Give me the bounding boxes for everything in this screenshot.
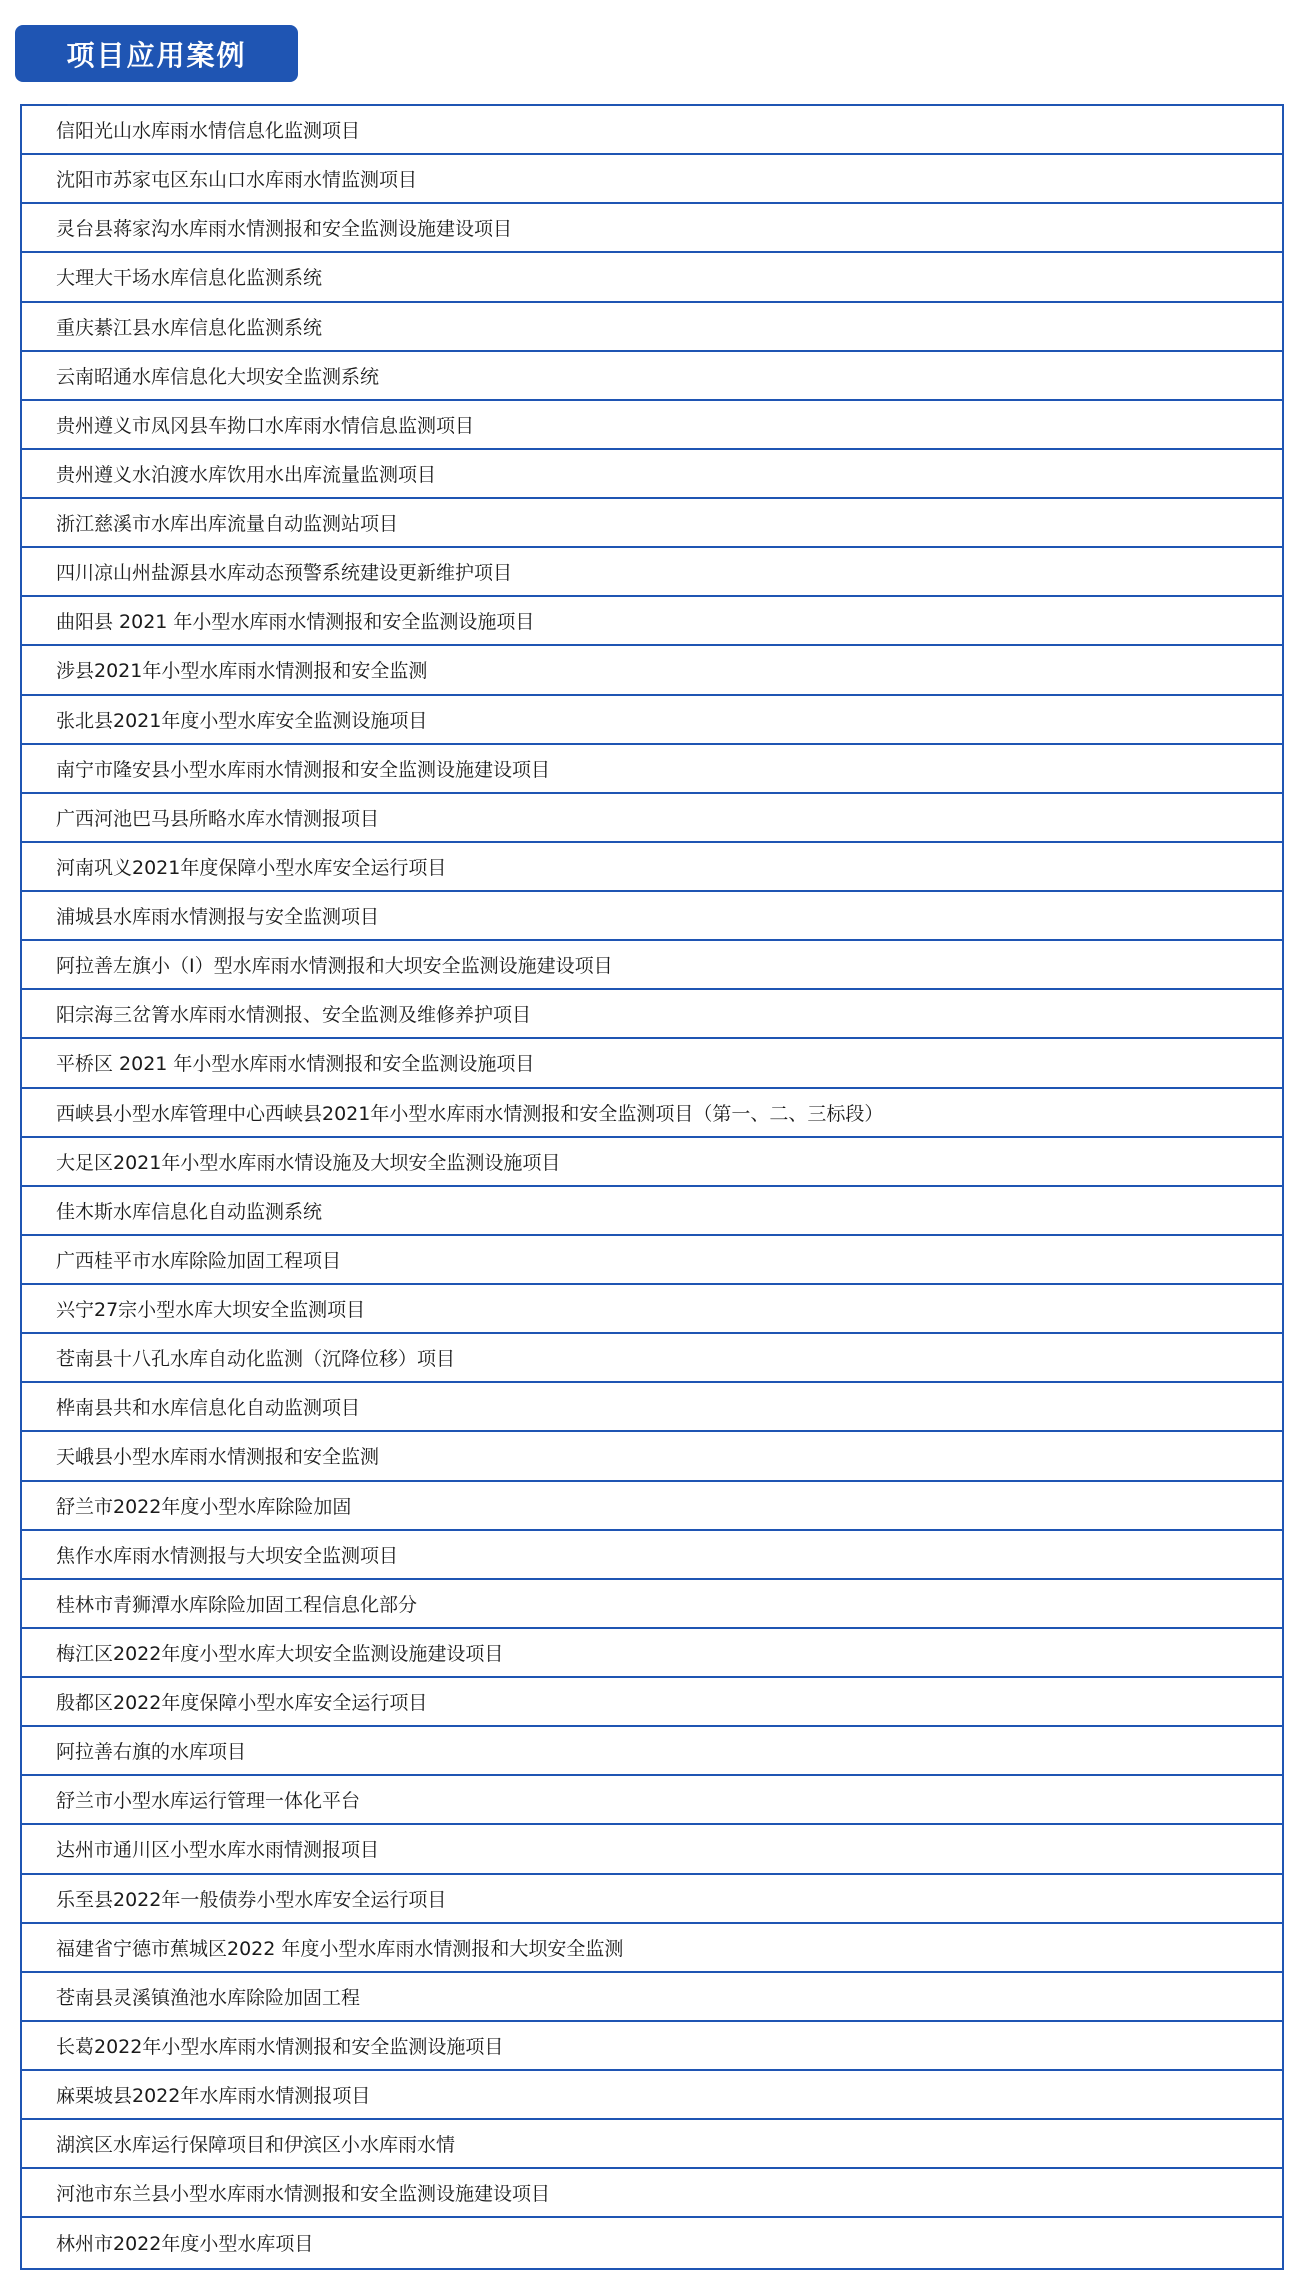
project-list-item: 沈阳市苏家屯区东山口水库雨水情监测项目	[22, 155, 1282, 204]
project-list-item: 广西河池巴马县所略水库水情测报项目	[22, 794, 1282, 843]
project-list-item: 云南昭通水库信息化大坝安全监测系统	[22, 352, 1282, 401]
project-list-item: 兴宁27宗小型水库大坝安全监测项目	[22, 1285, 1282, 1334]
project-list-item: 焦作水库雨水情测报与大坝安全监测项目	[22, 1531, 1282, 1580]
project-list-item: 苍南县十八孔水库自动化监测（沉降位移）项目	[22, 1334, 1282, 1383]
project-list-item: 灵台县蒋家沟水库雨水情测报和安全监测设施建设项目	[22, 204, 1282, 253]
project-list-item: 贵州遵义市凤冈县车拗口水库雨水情信息监测项目	[22, 401, 1282, 450]
project-list-item: 桦南县共和水库信息化自动监测项目	[22, 1383, 1282, 1432]
project-list-item: 麻栗坡县2022年水库雨水情测报项目	[22, 2071, 1282, 2120]
project-list-item: 桂林市青狮潭水库除险加固工程信息化部分	[22, 1580, 1282, 1629]
project-list-item: 福建省宁德市蕉城区2022 年度小型水库雨水情测报和大坝安全监测	[22, 1924, 1282, 1973]
project-list-item: 佳木斯水库信息化自动监测系统	[22, 1187, 1282, 1236]
project-list-item: 梅江区2022年度小型水库大坝安全监测设施建设项目	[22, 1629, 1282, 1678]
project-list-item: 曲阳县 2021 年小型水库雨水情测报和安全监测设施项目	[22, 597, 1282, 646]
project-list-item: 信阳光山水库雨水情信息化监测项目	[22, 106, 1282, 155]
project-list-item: 张北县2021年度小型水库安全监测设施项目	[22, 696, 1282, 745]
project-list-item: 舒兰市小型水库运行管理一体化平台	[22, 1776, 1282, 1825]
project-list-item: 浙江慈溪市水库出库流量自动监测站项目	[22, 499, 1282, 548]
page-title: 项目应用案例	[15, 25, 298, 82]
project-list-item: 天峨县小型水库雨水情测报和安全监测	[22, 1432, 1282, 1481]
project-list-item: 涉县2021年小型水库雨水情测报和安全监测	[22, 646, 1282, 695]
project-list-item: 舒兰市2022年度小型水库除险加固	[22, 1482, 1282, 1531]
project-list-item: 湖滨区水库运行保障项目和伊滨区小水库雨水情	[22, 2120, 1282, 2169]
project-list-item: 阿拉善左旗小（I）型水库雨水情测报和大坝安全监测设施建设项目	[22, 941, 1282, 990]
project-list-item: 重庆綦江县水库信息化监测系统	[22, 303, 1282, 352]
project-list-item: 河池市东兰县小型水库雨水情测报和安全监测设施建设项目	[22, 2169, 1282, 2218]
project-list-item: 大足区2021年小型水库雨水情设施及大坝安全监测设施项目	[22, 1138, 1282, 1187]
project-list-item: 乐至县2022年一般债券小型水库安全运行项目	[22, 1875, 1282, 1924]
project-list-item: 阿拉善右旗的水库项目	[22, 1727, 1282, 1776]
project-list	[20, 104, 1284, 2270]
project-list-item: 西峡县小型水库管理中心西峡县2021年小型水库雨水情测报和安全监测项目（第一、二、三标段）	[22, 1089, 1282, 1138]
project-list-item: 四川凉山州盐源县水库动态预警系统建设更新维护项目	[22, 548, 1282, 597]
project-list-item: 阳宗海三岔箐水库雨水情测报、安全监测及维修养护项目	[22, 990, 1282, 1039]
project-list-item: 苍南县灵溪镇渔池水库除险加固工程	[22, 1973, 1282, 2022]
project-list-item: 大理大干场水库信息化监测系统	[22, 253, 1282, 302]
project-list-item: 贵州遵义水泊渡水库饮用水出库流量监测项目	[22, 450, 1282, 499]
project-list-item: 林州市2022年度小型水库项目	[56, 2233, 314, 2256]
project-list-item: 浦城县水库雨水情测报与安全监测项目	[22, 892, 1282, 941]
project-list-item: 广西桂平市水库除险加固工程项目	[22, 1236, 1282, 1285]
project-list-item: 平桥区 2021 年小型水库雨水情测报和安全监测设施项目	[22, 1039, 1282, 1088]
project-list-item: 河南巩义2021年度保障小型水库安全运行项目	[22, 843, 1282, 892]
project-list-item: 南宁市隆安县小型水库雨水情测报和安全监测设施建设项目	[22, 745, 1282, 794]
project-list-item: 殷都区2022年度保障小型水库安全运行项目	[22, 1678, 1282, 1727]
project-list-item: 达州市通川区小型水库水雨情测报项目	[22, 1825, 1282, 1874]
project-list-item: 长葛2022年小型水库雨水情测报和安全监测设施项目	[22, 2022, 1282, 2071]
